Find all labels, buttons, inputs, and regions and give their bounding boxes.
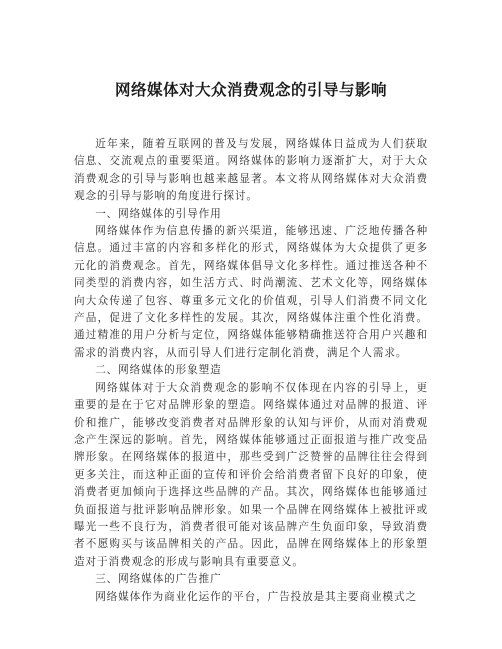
section-heading-3: 三、网络媒体的广告推广 (95, 573, 222, 586)
document-title: 网络媒体对大众消费观念的引导与影响 (114, 81, 387, 99)
intro-paragraph: 近年来，随着互联网的普及与发展，网络媒体日益成为人们获取信息、交流观点的重要渠道。网络媒体的影响力逐渐扩大，对于大众消费观念的引导与影响也越来越显著。本文将从网络媒体对大众消费观念的引导与影响的角度进行探讨。 (74, 138, 428, 203)
section-heading-1: 一、网络媒体的引导作用 (95, 207, 222, 220)
section-1-paragraph: 网络媒体作为信息传播的新兴渠道，能够迅速、广泛地传播各种信息。通过丰富的内容和多样化的形式，网络媒体为大众提供了更多元化的消费观念。首先，网络媒体倡导文化多样性。通过推送各种不同类型的消费内容，如生活方式、时尚潮流、艺术文化等，网络媒体向大众传递了包容、尊重多元文化的价值观，引导人们消费不同文化产品，促进了文化多样性的发展。其次，网络媒体注重个性化消费。通过精准的用户分析与定位，网络媒体能够精确推送符合用户兴趣和需求的消费内容，从而引导人们进行定制化消费，满足个人需求。 (74, 225, 428, 359)
section-3-paragraph: 网络媒体作为商业化运作的平台，广告投放是其主要商业模式之 (95, 590, 418, 603)
section-2-paragraph: 网络媒体对于大众消费观念的影响不仅体现在内容的引导上，更重要的是在于它对品牌形象的塑造。网络媒体通过对品牌的报道、评价和推广，能够改变消费者对品牌形象的认知与评价，从而对消费观念产生深远的影响。首先，网络媒体能够通过正面报道与推广改变品牌形象。在网络媒体的报道中，那些受到广泛赞誉的品牌往往会得到更多关注，而这种正面的宣传和评价会给消费者留下良好的印象，使消费者更加倾向于选择这些品牌的产品。其次，网络媒体也能够通过负面报道与批评影响品牌形象。如果一个品牌在网络媒体上被批评或曝光一些不良行为，消费者很可能对该品牌产生负面印象，导致消费者不愿购买与该品牌相关的产品。因此，品牌在网络媒体上的形象塑造对于消费观念的形成与影响具有重要意义。 (74, 381, 428, 568)
document-body (74, 136, 428, 606)
section-heading-2: 二、网络媒体的形象塑造 (95, 364, 222, 377)
